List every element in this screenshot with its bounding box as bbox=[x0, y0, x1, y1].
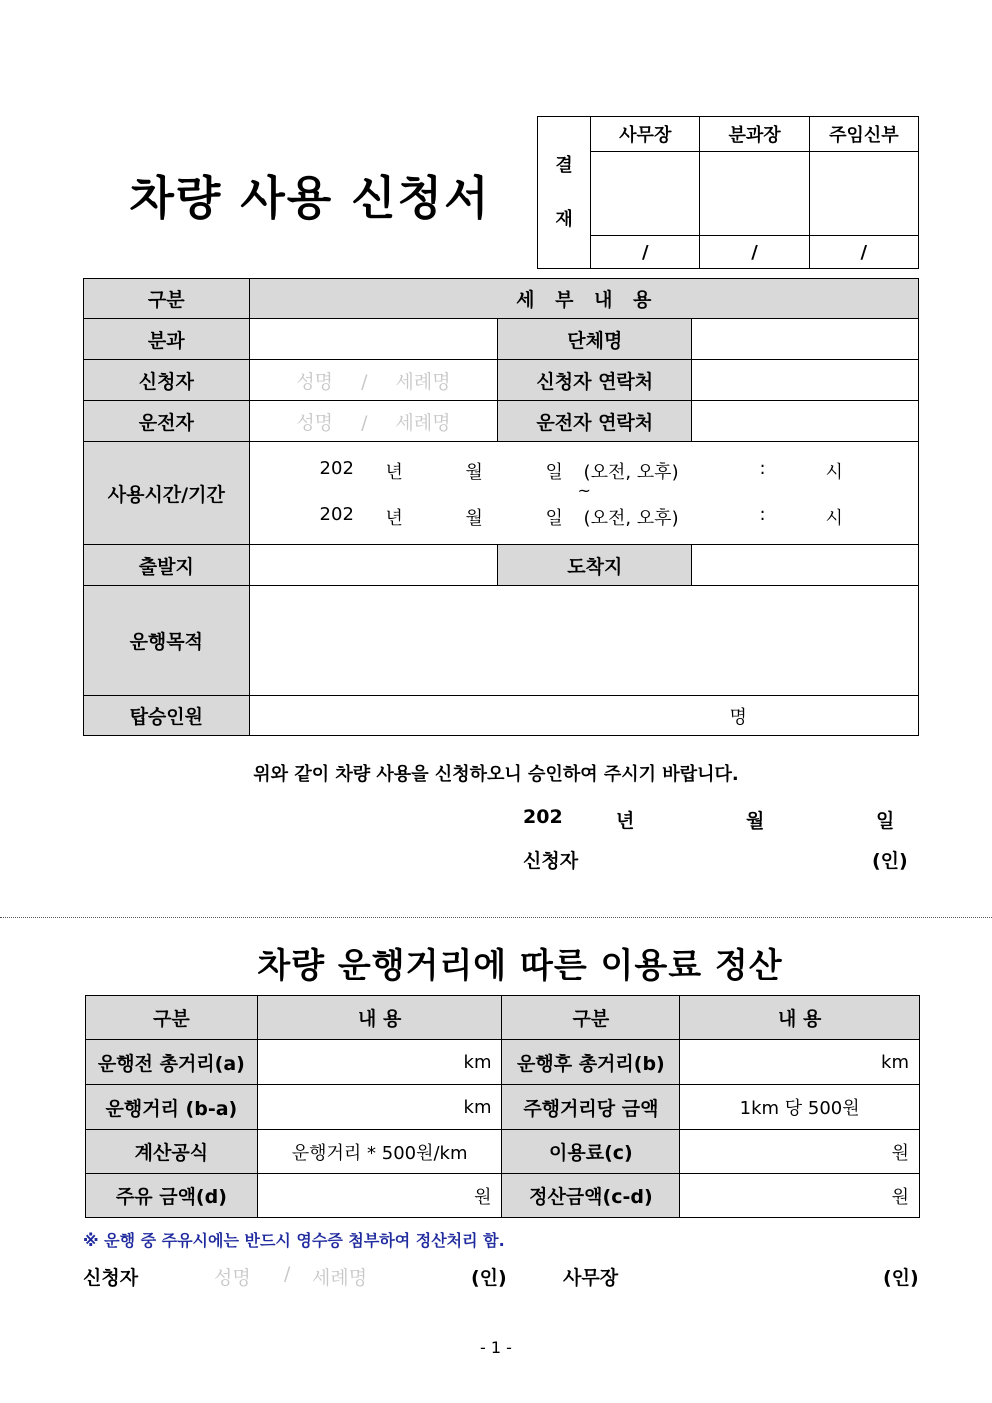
start-hour: 시 bbox=[825, 461, 843, 483]
fee-col-section-2: 구분 bbox=[502, 996, 680, 1040]
sign-year-prefix: 202 bbox=[523, 806, 563, 828]
start-colon: : bbox=[759, 457, 766, 479]
applicant-name-field[interactable] bbox=[249, 360, 498, 401]
start-ampm: (오전, 오후) bbox=[583, 461, 679, 483]
bottom-seal[interactable]: (인) bbox=[471, 1267, 507, 1289]
period-tilde: ~ bbox=[577, 480, 591, 500]
page-title: 차량 사용 신청서 bbox=[129, 171, 491, 225]
sign-applicant-label: 신청자 bbox=[523, 850, 579, 872]
unit-km: km bbox=[463, 1051, 492, 1073]
sign-year: 년 bbox=[616, 810, 635, 832]
bottom-office-manager-label: 사무장 bbox=[563, 1267, 619, 1289]
bottom-office-seal[interactable]: (인) bbox=[883, 1267, 919, 1289]
purpose-field[interactable] bbox=[249, 586, 918, 696]
notice: ※ 운행 중 주유시에는 반드시 영수증 첨부하여 정산처리 함. bbox=[83, 1231, 505, 1250]
unit-won: 원 bbox=[474, 1186, 492, 1208]
fee-table bbox=[85, 995, 920, 1218]
division-label: 분과 bbox=[84, 319, 250, 360]
fee-label: 이용료(c) bbox=[502, 1130, 680, 1174]
request-note: 위와 같이 차량 사용을 신청하오니 승인하여 주시기 바랍니다. bbox=[253, 764, 739, 785]
approval-sign-division[interactable] bbox=[700, 152, 809, 236]
fee-field[interactable] bbox=[680, 1130, 920, 1174]
period-label: 사용시간/기간 bbox=[84, 442, 250, 545]
bottom-name-separator: / bbox=[284, 1263, 291, 1285]
name-separator: / bbox=[361, 370, 368, 393]
end-month: 월 bbox=[465, 507, 483, 529]
applicant-contact-field[interactable] bbox=[692, 360, 919, 401]
name-separator: / bbox=[361, 411, 368, 434]
rate-label: 주행거리당 금액 bbox=[502, 1085, 680, 1130]
passenger-unit: 명 bbox=[729, 706, 747, 728]
fee-title: 차량 운행거리에 따른 이용료 정산 bbox=[257, 946, 783, 986]
fee-col-section-1: 구분 bbox=[86, 996, 258, 1040]
approval-table bbox=[537, 116, 919, 269]
fee-col-content-1: 내 용 bbox=[257, 996, 502, 1040]
section-header: 구분 bbox=[84, 279, 250, 319]
approval-header-office: 사무장 bbox=[591, 117, 700, 152]
formula-value: 운행거리 * 500원/km bbox=[257, 1130, 502, 1174]
baptism-placeholder: 세례명 bbox=[395, 411, 451, 434]
name-placeholder: 성명 bbox=[296, 370, 334, 393]
end-ampm: (오전, 오후) bbox=[583, 507, 679, 529]
sign-month: 월 bbox=[746, 810, 765, 832]
approval-side-label-1: 결 bbox=[555, 154, 573, 176]
end-year: 년 bbox=[385, 507, 403, 529]
start-year: 년 bbox=[385, 461, 403, 483]
end-hour: 시 bbox=[825, 507, 843, 529]
approval-header-pastor: 주임신부 bbox=[809, 117, 918, 152]
approval-sign-office[interactable] bbox=[591, 152, 700, 236]
total-before-field[interactable] bbox=[257, 1040, 502, 1085]
name-placeholder: 성명 bbox=[296, 411, 334, 434]
driver-name-field[interactable] bbox=[249, 401, 498, 442]
driver-contact-label: 운전자 연락처 bbox=[498, 401, 692, 442]
fuel-field[interactable] bbox=[257, 1174, 502, 1218]
unit-won: 원 bbox=[891, 1142, 909, 1164]
bottom-baptism-placeholder[interactable]: 세례명 bbox=[312, 1267, 368, 1289]
end-day: 일 bbox=[545, 507, 563, 529]
start-month: 월 bbox=[465, 461, 483, 483]
request-form-table bbox=[83, 278, 919, 736]
group-name-label: 단체명 bbox=[498, 319, 692, 360]
cut-line bbox=[0, 917, 992, 918]
settle-label: 정산금액(c-d) bbox=[502, 1174, 680, 1218]
period-field[interactable] bbox=[249, 442, 918, 545]
bottom-applicant-label: 신청자 bbox=[83, 1267, 139, 1289]
bottom-name-placeholder[interactable]: 성명 bbox=[214, 1267, 251, 1289]
end-colon: : bbox=[759, 503, 766, 525]
passengers-field[interactable] bbox=[249, 696, 918, 736]
driver-contact-field[interactable] bbox=[692, 401, 919, 442]
total-after-field[interactable] bbox=[680, 1040, 920, 1085]
departure-label: 출발지 bbox=[84, 545, 250, 586]
arrival-field[interactable] bbox=[692, 545, 919, 586]
total-after-label: 운행후 총거리(b) bbox=[502, 1040, 680, 1085]
rate-value: 1km 당 500원 bbox=[680, 1085, 920, 1130]
driver-label: 운전자 bbox=[84, 401, 250, 442]
formula-label: 계산공식 bbox=[86, 1130, 258, 1174]
approval-side-label bbox=[538, 117, 591, 269]
unit-km: km bbox=[881, 1051, 909, 1073]
start-year-prefix: 202 bbox=[319, 457, 354, 479]
group-name-field[interactable] bbox=[692, 319, 919, 360]
end-year-prefix: 202 bbox=[319, 503, 354, 525]
page-number: - 1 - bbox=[480, 1338, 512, 1357]
departure-field[interactable] bbox=[249, 545, 498, 586]
sign-day: 일 bbox=[876, 810, 895, 832]
sign-seal[interactable]: (인) bbox=[872, 850, 908, 872]
fee-col-content-2: 내 용 bbox=[680, 996, 920, 1040]
unit-km: km bbox=[463, 1096, 492, 1118]
detail-header: 세 부 내 용 bbox=[249, 279, 918, 319]
approval-date-office[interactable]: / bbox=[591, 236, 700, 269]
baptism-placeholder: 세례명 bbox=[395, 370, 451, 393]
applicant-contact-label: 신청자 연락처 bbox=[498, 360, 692, 401]
arrival-label: 도착지 bbox=[498, 545, 692, 586]
unit-won: 원 bbox=[891, 1186, 909, 1208]
applicant-label: 신청자 bbox=[84, 360, 250, 401]
settle-field[interactable] bbox=[680, 1174, 920, 1218]
approval-date-pastor[interactable]: / bbox=[809, 236, 918, 269]
approval-header-division: 분과장 bbox=[700, 117, 809, 152]
fuel-label: 주유 금액(d) bbox=[86, 1174, 258, 1218]
passengers-label: 탑승인원 bbox=[84, 696, 250, 736]
division-field[interactable] bbox=[249, 319, 498, 360]
purpose-label: 운행목적 bbox=[84, 586, 250, 696]
approval-sign-pastor[interactable] bbox=[809, 152, 918, 236]
total-before-label: 운행전 총거리(a) bbox=[86, 1040, 258, 1085]
approval-side-label-2: 재 bbox=[555, 208, 573, 230]
distance-label: 운행거리 (b-a) bbox=[86, 1085, 258, 1130]
approval-date-division[interactable]: / bbox=[700, 236, 809, 269]
distance-field[interactable] bbox=[257, 1085, 502, 1130]
start-day: 일 bbox=[545, 461, 563, 483]
